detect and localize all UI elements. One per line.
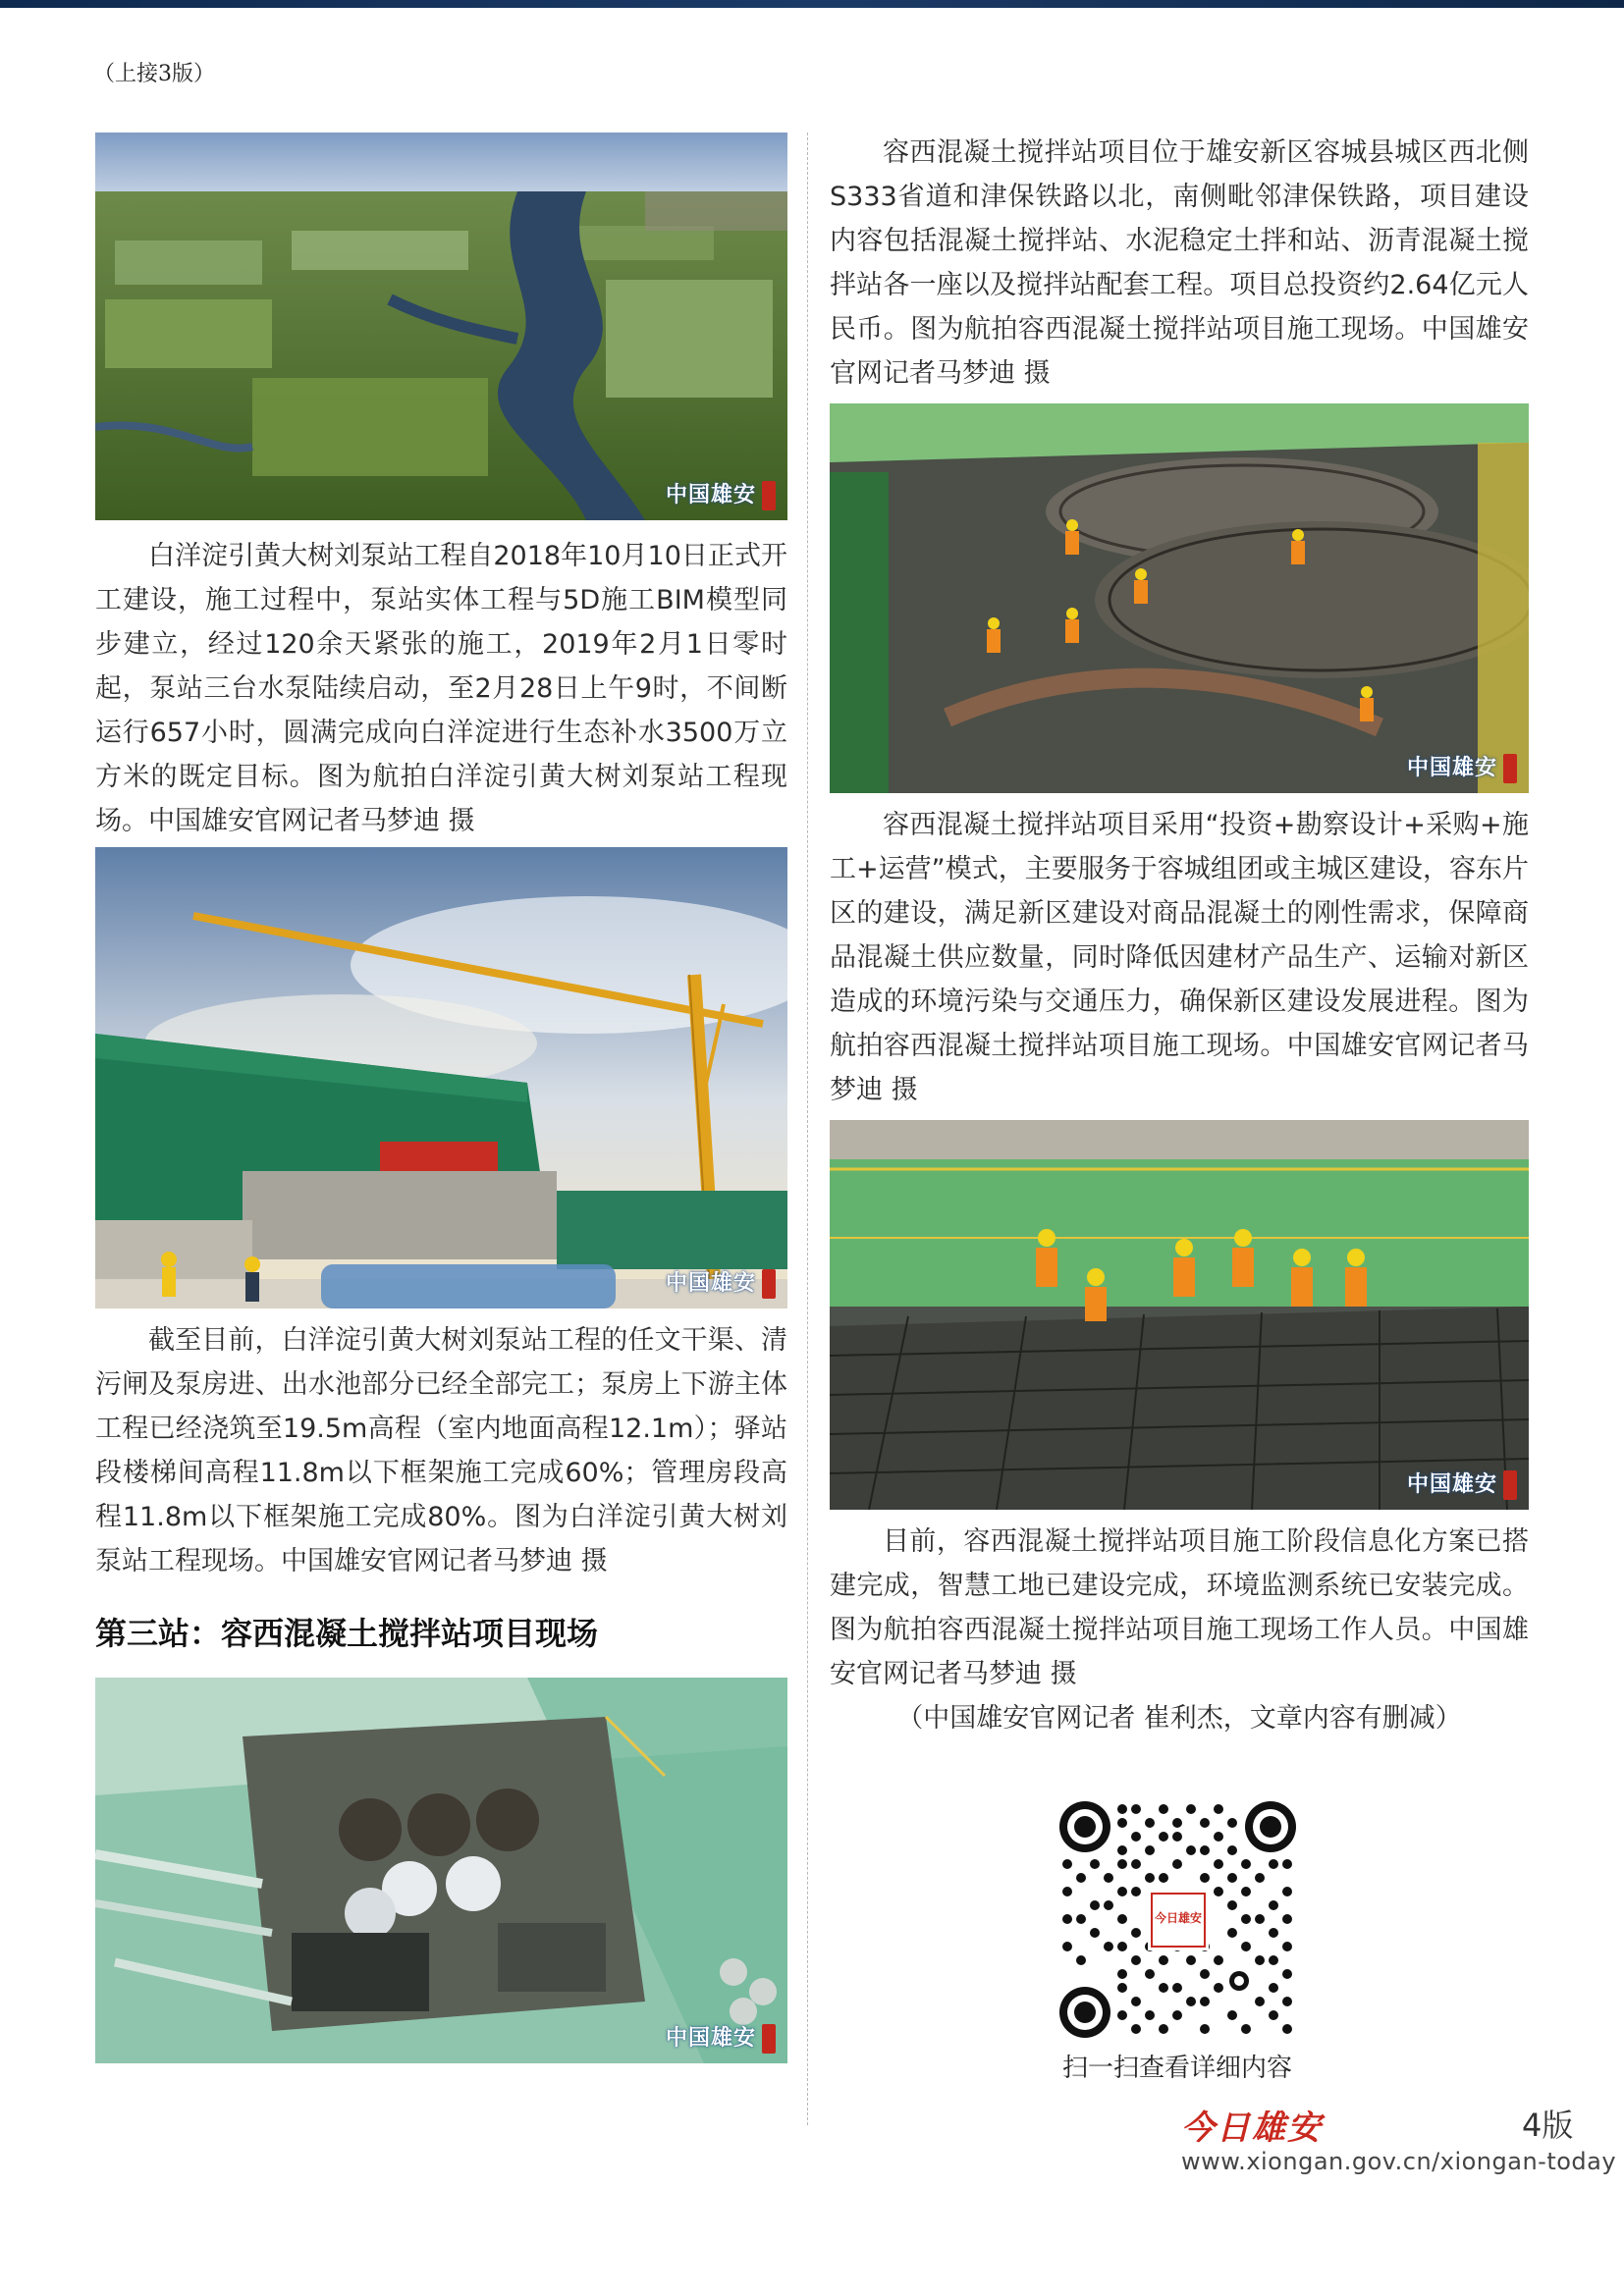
top-color-bar	[0, 0, 1624, 8]
watermark-logo: 中国雄安	[1407, 1468, 1517, 1500]
pump-station-crane-photo	[95, 847, 787, 1308]
watermark-logo: 中国雄安	[666, 1266, 776, 1299]
continued-from-label: （上接3版）	[93, 62, 215, 86]
column-divider	[807, 133, 808, 2125]
qr-center-logo: 今日雄安	[1154, 1911, 1202, 1925]
watermark-logo: 中国雄安	[666, 478, 776, 510]
brand-logo: 今日雄安	[1181, 2109, 1323, 2148]
right-column	[830, 133, 1529, 1740]
section-heading: 第三站：容西混凝土搅拌站项目现场	[95, 1615, 599, 1652]
left-column	[95, 133, 787, 2063]
page-number: 4版	[1522, 2107, 1574, 2144]
paragraph-pump-station-progress: 截至目前，白洋淀引黄大树刘泵站工程的任文干渠、清污闸及泵房进、出水池部分已经全部完工；泵房上下游主体工程已经浇筑至19.5m高程（室内地面高程12.1m）；驿站段楼梯间高程11.8m以下框架施工完成60%；管理房段高程11.8m以下框架施工完成80%。图为白洋淀引黄大树刘泵站工程现场。中国雄安官网记者马梦迪 摄	[95, 1325, 787, 1576]
mixing-station-aerial-illustration	[95, 1678, 787, 2063]
paragraph-mixing-station-model: 容西混凝土搅拌站项目采用“投资+勘察设计+采购+施工+运营”模式，主要服务于容城组团或主城区建设，容东片区的建设，满足新区建设对商品混凝土的刚性需求，保障商品混凝土供应数量，同时降低因建材产品生产、运输对新区造成的环境污染与交通压力，确保新区建设发展进程。图为航拍容西混凝土搅拌站项目施工现场。中国雄安官网记者马梦迪 摄	[830, 810, 1529, 1105]
wetland-aerial-photo	[95, 133, 787, 520]
workers-rebar-photo	[830, 1120, 1529, 1510]
workers-rebar-illustration	[830, 1120, 1529, 1510]
paragraph-pump-station-intro: 白洋淀引黄大树刘泵站工程自2018年10月10日正式开工建设，施工过程中，泵站实体工程与5D施工BIM模型同步建立，经过120余天紧张的施工，2019年2月1日零时起，泵站三台水泵陆续启动，至2月28日上午9时，不间断运行657小时，圆满完成向白洋淀进行生态补水3500万立方米的既定目标。图为航拍白洋淀引黄大树刘泵站工程现场。中国雄安官网记者马梦迪 摄	[95, 541, 787, 836]
qr-block	[1057, 1799, 1298, 2084]
rebar-foundation-illustration	[830, 403, 1529, 793]
qr-code[interactable]	[1057, 1799, 1298, 2040]
crane-construction-illustration	[95, 847, 787, 1308]
paragraph-mixing-station-status: 目前，容西混凝土搅拌站项目施工阶段信息化方案已搭建完成，智慧工地已建设完成，环境监测系统已安装完成。图为航拍容西混凝土搅拌站项目施工现场工作人员。中国雄安官网记者马梦迪 摄	[830, 1526, 1529, 1689]
mixing-station-aerial-photo	[95, 1678, 787, 2063]
paragraph-mixing-station-location: 容西混凝土搅拌站项目位于雄安新区容城县城区西北侧S333省道和津保铁路以北，南侧毗邻津保铁路，项目建设内容包括混凝土搅拌站、水泥稳定土拌和站、沥青混凝土搅拌站各一座以及搅拌站配套工程。项目总投资约2.64亿元人民币。图为航拍容西混凝土搅拌站项目施工现场。中国雄安官网记者马梦迪 摄	[830, 137, 1529, 389]
site-url-link[interactable]: www.xiongan.gov.cn/xiongan-today	[1181, 2148, 1617, 2175]
wetland-aerial-illustration	[95, 133, 787, 520]
article-credit: （中国雄安官网记者 崔利杰，文章内容有删减）	[896, 1703, 1462, 1734]
rebar-foundation-photo	[830, 403, 1529, 793]
watermark-logo: 中国雄安	[1407, 751, 1517, 783]
watermark-logo: 中国雄安	[666, 2021, 776, 2054]
qr-caption: 扫一扫查看详细内容	[1061, 2054, 1292, 2083]
